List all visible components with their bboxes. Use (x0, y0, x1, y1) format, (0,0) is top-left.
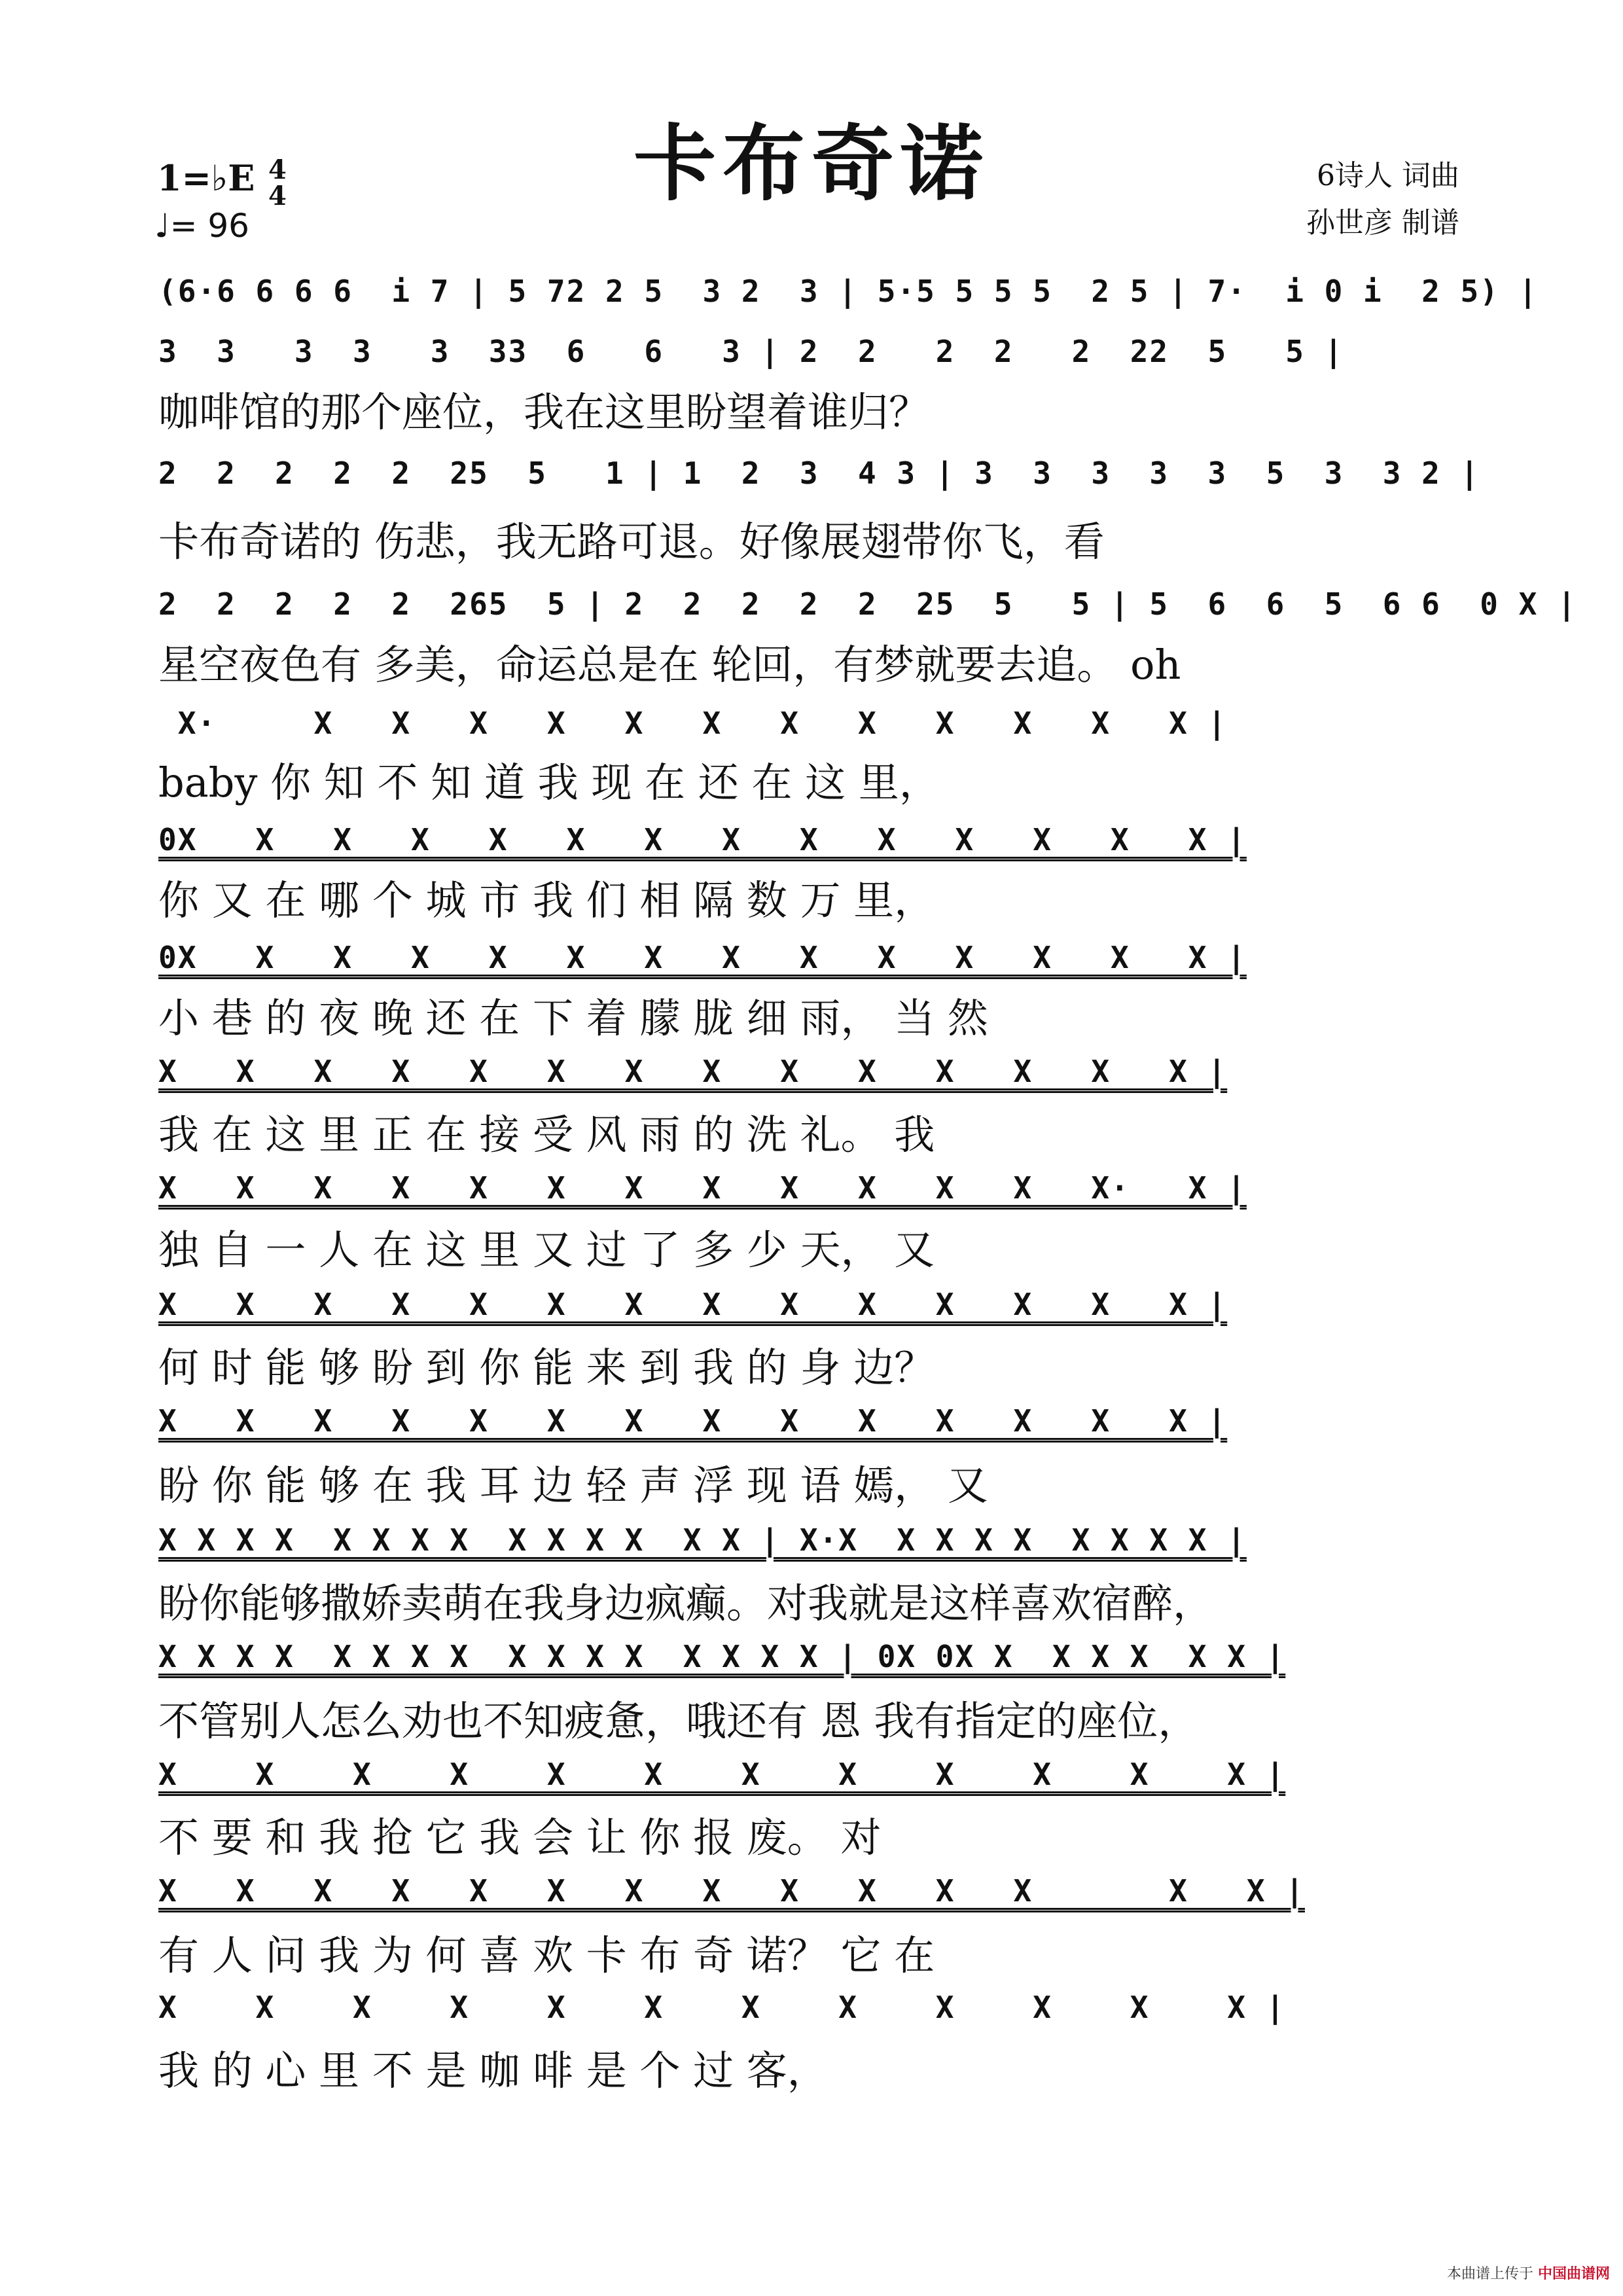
tempo-mark: ♩= 96 (154, 207, 249, 245)
system-10-lyrics: 何 时 能 够 盼 到 你 能 来 到 我 的 身 边？ (158, 1344, 935, 1391)
footer-brand-logo: 中国曲谱网 (1537, 2266, 1610, 2282)
system-12-lyrics: 盼你能够撒娇卖萌在我身边疯癫。对我就是这样喜欢宿醉， (158, 1579, 1214, 1627)
system-11-lyrics: 盼 你 能 够 在 我 耳 边 轻 声 浮 现 语 嫣， 又 (158, 1462, 988, 1509)
lyrics-music-credit: 6诗人 词曲 (1317, 159, 1459, 192)
system-3-lyrics: 卡布奇诺的 伤悲，我无路可退。好像展翅带你飞，看 (158, 518, 1105, 565)
system-9-notes: X X X X X X X X X X X X X· X | (158, 1170, 1247, 1206)
system-16-lyrics: 我 的 心 里 不 是 咖 啡 是 个 过 客， (158, 2047, 828, 2094)
system-9-lyrics: 独 自 一 人 在 这 里 又 过 了 多 少 天， 又 (158, 1226, 935, 1274)
system-6-notes: 0X X X X X X X X X X X X X X | (158, 822, 1247, 857)
system-2-lyrics: 咖啡馆的那个座位，我在这里盼望着谁归？ (158, 388, 930, 436)
system-13-notes: X X X X X X X X X X X X X X X X | 0X 0X X X X X X X | (158, 1639, 1286, 1674)
system-1-notes: (6·6 6 6 6 i 7 | 5 72 2 5 3 2 3 | 5·5 5 5 5 2 5 | 7· i 0 i 2 5) | (158, 274, 1539, 309)
system-14-lyrics: 不 要 和 我 抢 它 我 会 让 你 报 废。 对 (158, 1814, 882, 1861)
system-6-lyrics: 你 又 在 哪 个 城 市 我 们 相 隔 数 万 里， (158, 876, 935, 924)
system-11-notes: X X X X X X X X X X X X X X | (158, 1403, 1228, 1439)
time-signature-top: 4 (268, 154, 287, 185)
system-12-notes: X X X X X X X X X X X X X X | X·X X X X X X X X X | (158, 1522, 1247, 1558)
system-10-notes: X X X X X X X X X X X X X X | (158, 1287, 1228, 1322)
system-3-notes: 2 2 2 2 2 25 5 1 | 1 2 3 4 3 | 3 3 3 3 3 5 3 3 2 | (158, 456, 1480, 491)
key-signature: 1=♭E (157, 157, 255, 199)
footer-watermark (1447, 2263, 1610, 2283)
system-5-notes: X· X X X X X X X X X X X X | (158, 706, 1228, 741)
system-7-notes: 0X X X X X X X X X X X X X X | (158, 940, 1247, 975)
arranger-credit: 孙世彦 制谱 (1306, 206, 1459, 240)
system-8-lyrics: 我 在 这 里 正 在 接 受 风 雨 的 洗 礼。 我 (158, 1111, 935, 1158)
system-15-lyrics: 有 人 问 我 为 何 喜 欢 卡 布 奇 诺？ 它 在 (158, 1931, 935, 1979)
system-16-notes: X X X X X X X X X X X X | (158, 1990, 1286, 2025)
system-7-lyrics: 小 巷 的 夜 晚 还 在 下 着 朦 胧 细 雨， 当 然 (158, 994, 988, 1042)
system-14-notes: X X X X X X X X X X X X | (158, 1757, 1286, 1792)
system-4-notes: 2 2 2 2 2 265 5 | 2 2 2 2 2 25 5 5 | 5 6 6 5 6 6 0 X | (158, 586, 1577, 622)
time-signature (268, 154, 287, 211)
system-5-lyrics: baby 你 知 不 知 道 我 现 在 还 在 这 里， (158, 759, 940, 806)
time-signature-bottom: 4 (268, 181, 287, 211)
system-8-notes: X X X X X X X X X X X X X X | (158, 1054, 1228, 1089)
song-title: 卡布奇诺 (633, 115, 990, 212)
system-4-lyrics: 星空夜色有 多美，命运总是在 轮回，有梦就要去追。 oh (158, 641, 1181, 689)
system-15-notes: X X X X X X X X X X X X X X | (158, 1873, 1305, 1909)
system-13-lyrics: 不管别人怎么劝也不知疲惫，哦还有 恩 我有指定的座位， (158, 1697, 1199, 1745)
system-2-notes: 3 3 3 3 3 33 6 6 3 | 2 2 2 2 2 22 5 5 | (158, 334, 1344, 369)
footer-prefix: 本曲谱上传于 (1446, 2266, 1533, 2282)
